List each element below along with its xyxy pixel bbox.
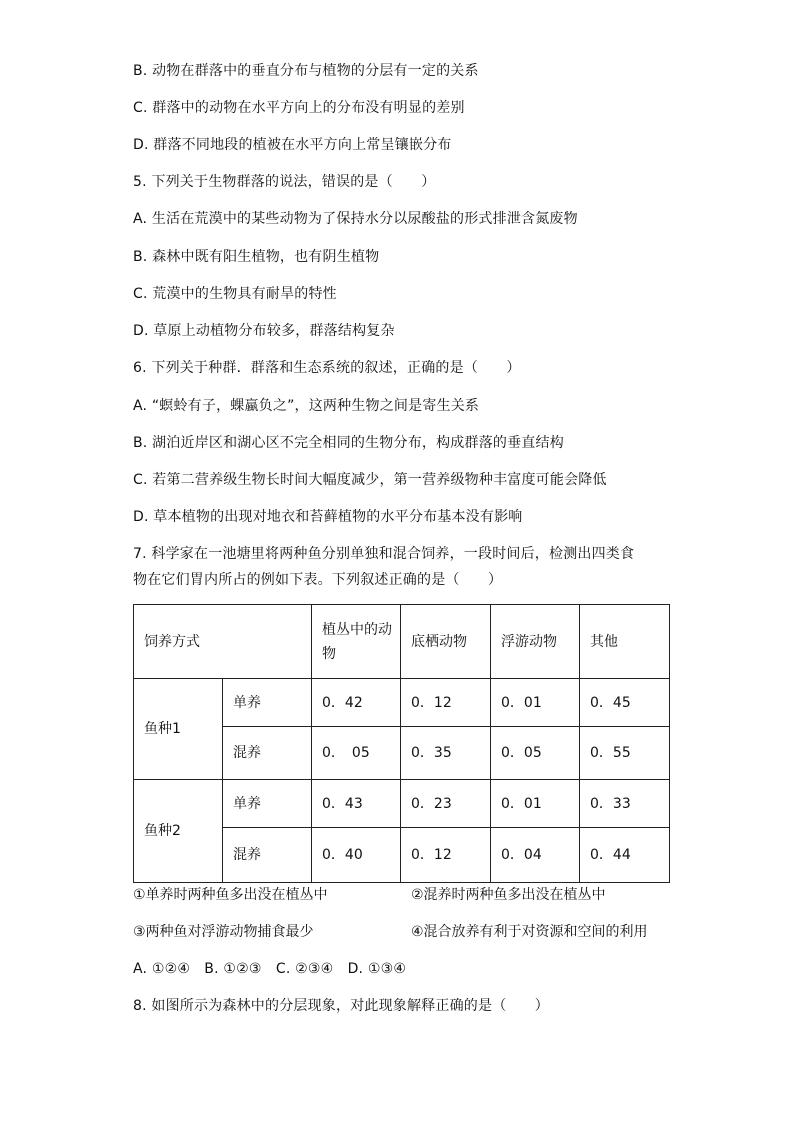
fish1-mixed-v4: 0．55 xyxy=(580,727,670,780)
q5-option-c: C. 荒漠中的生物具有耐旱的特性 xyxy=(133,286,337,302)
q6-stem: 6. 下列关于种群．群落和生态系统的叙述，正确的是（ ） xyxy=(133,360,521,376)
q4-option-b: B. 动物在群落中的垂直分布与植物的分层有一定的关系 xyxy=(133,63,479,79)
header-plant-animals-line2: 物 xyxy=(322,645,336,662)
fish1-single-v1: 0．42 xyxy=(312,679,401,727)
q7-stem-line2: 物在它们胃内所占的例如下表。下列叙述正确的是（ ） xyxy=(133,572,503,588)
fish1-single-mode: 单养 xyxy=(223,679,312,727)
statement-1: ①单养时两种鱼多出没在植丛中 xyxy=(133,887,328,903)
header-plant-animals xyxy=(312,605,401,679)
fish1-single-v2: 0．12 xyxy=(401,679,491,727)
fish2-single-v3: 0．01 xyxy=(491,780,580,828)
fish2-label: 鱼种2 xyxy=(134,780,223,883)
q6-option-b: B. 湖泊近岸区和湖心区不完全相同的生物分布，构成群落的垂直结构 xyxy=(133,435,564,451)
table-row xyxy=(134,679,670,727)
q5-option-b: B. 森林中既有阳生植物，也有阴生植物 xyxy=(133,249,380,265)
fish1-mixed-v3: 0．05 xyxy=(491,727,580,780)
q7-stem-line1: 7. 科学家在一池塘里将两种鱼分别单独和混合饲养，一段时间后，检测出四类食 xyxy=(133,546,635,562)
table-row xyxy=(134,780,670,828)
fish1-mixed-v1: 0． 05 xyxy=(312,727,401,780)
fish2-mixed-mode: 混养 xyxy=(223,828,312,883)
header-method: 饲养方式 xyxy=(134,605,312,679)
q6-option-c: C. 若第二营养级生物长时间大幅度减少，第一营养级物种丰富度可能会降低 xyxy=(133,472,607,488)
fish2-mixed-v1: 0．40 xyxy=(312,828,401,883)
q7-answer-options: A. ①②④ B. ①②③ C. ②③④ D. ①③④ xyxy=(133,961,407,977)
fish1-mixed-v2: 0．35 xyxy=(401,727,491,780)
fish2-single-mode: 单养 xyxy=(223,780,312,828)
header-other: 其他 xyxy=(580,605,670,679)
q8-stem: 8. 如图所示为森林中的分层现象，对此现象解释正确的是（ ） xyxy=(133,998,550,1014)
fish2-mixed-v2: 0．12 xyxy=(401,828,491,883)
q5-option-d: D. 草原上动植物分布较多，群落结构复杂 xyxy=(133,323,395,339)
fish1-single-v4: 0．45 xyxy=(580,679,670,727)
q4-option-d: D. 群落不同地段的植被在水平方向上常呈镶嵌分布 xyxy=(133,137,452,153)
statement-2: ②混养时两种鱼多出没在植丛中 xyxy=(411,887,606,903)
header-plant-animals-line1: 植丛中的动 xyxy=(322,621,392,638)
q5-stem: 5. 下列关于生物群落的说法，错误的是（ ） xyxy=(133,174,436,190)
q4-option-c: C. 群落中的动物在水平方向上的分布没有明显的差别 xyxy=(133,100,465,116)
statement-3: ③两种鱼对浮游动物捕食最少 xyxy=(133,924,314,940)
q6-option-d: D. 草本植物的出现对地衣和苔藓植物的水平分布基本没有影响 xyxy=(133,509,523,525)
fish2-single-v2: 0．23 xyxy=(401,780,491,828)
fish1-mixed-mode: 混养 xyxy=(223,727,312,780)
fish1-single-v3: 0．01 xyxy=(491,679,580,727)
q6-option-a: A. “螟蛉有子，蜾蠃负之”，这两种生物之间是寄生关系 xyxy=(133,398,480,414)
header-benthic: 底栖动物 xyxy=(401,605,491,679)
q5-option-a: A. 生活在荒漠中的某些动物为了保持水分以尿酸盐的形式排泄含氮废物 xyxy=(133,211,578,227)
feeding-table xyxy=(133,604,670,883)
fish2-single-v1: 0．43 xyxy=(312,780,401,828)
statement-4: ④混合放养有利于对资源和空间的利用 xyxy=(411,924,648,940)
fish2-mixed-v3: 0．04 xyxy=(491,828,580,883)
table-header-row xyxy=(134,605,670,679)
fish2-mixed-v4: 0．44 xyxy=(580,828,670,883)
fish2-single-v4: 0．33 xyxy=(580,780,670,828)
fish1-label: 鱼种1 xyxy=(134,679,223,780)
header-plankton: 浮游动物 xyxy=(491,605,580,679)
